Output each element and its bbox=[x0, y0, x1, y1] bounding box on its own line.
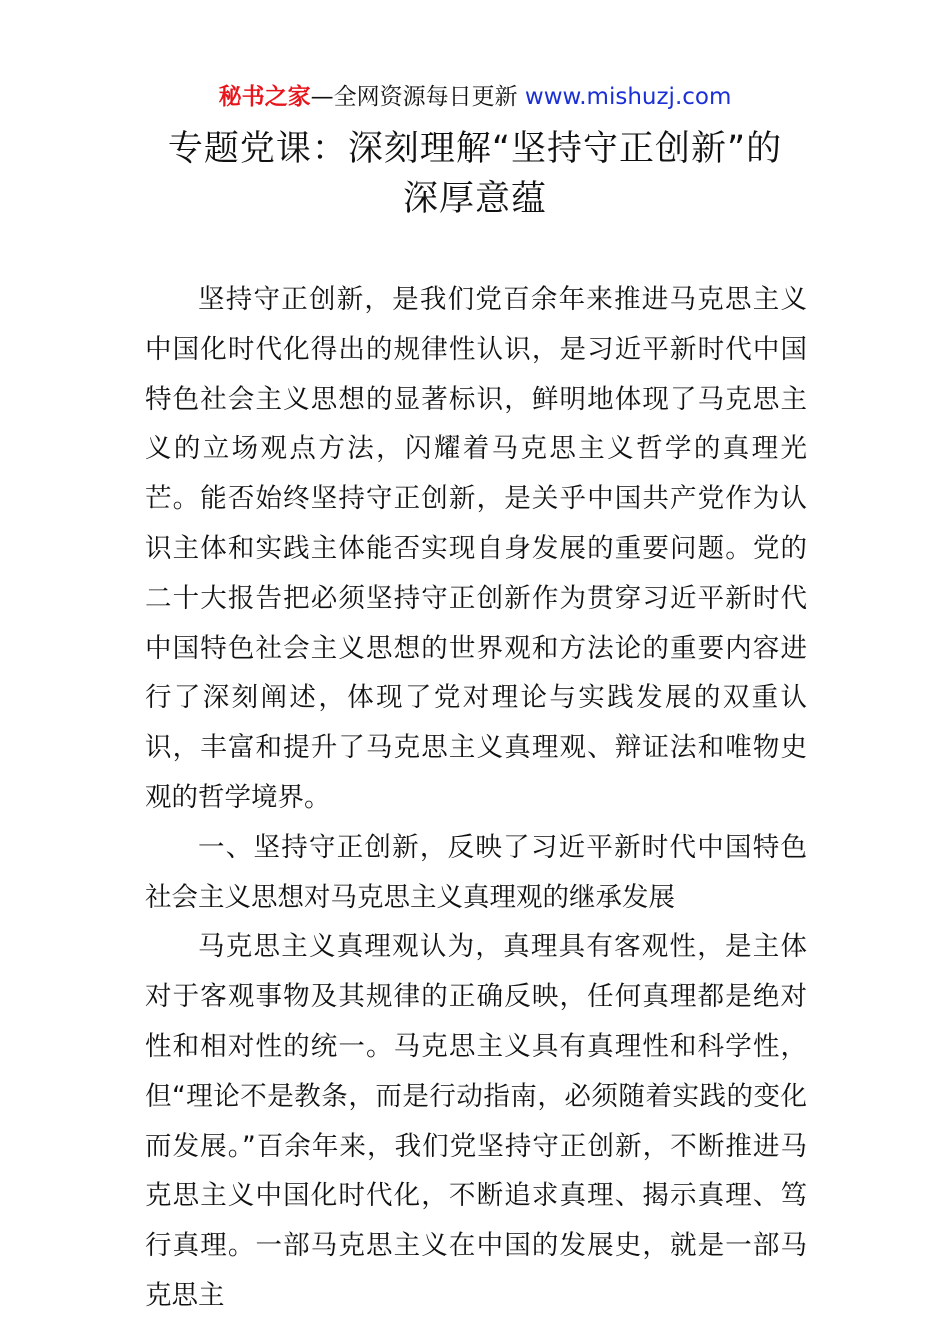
brand-name: 秘书之家 bbox=[218, 84, 311, 110]
site-url[interactable]: www.mishuzj.com bbox=[517, 84, 732, 110]
intro-paragraph: 坚持守正创新，是我们党百余年来推进马克思主义中国化时代化得出的规律性认识，是习近平新时代中国特色社会主义思想的显著标识，鲜明地体现了马克思主义的立场观点方法，闪耀着马克思主义哲学的真理光芒。能否始终坚持守正创新，是关乎中国共产党作为认识主体和实践主体能否实现自身发展的重要问题。党的二十大报告把必须坚持守正创新作为贯穿习近平新时代中国特色社会主义思想的世界观和方法论的重要内容进行了深刻阐述，体现了党对理论与实践发展的双重认识，丰富和提升了马克思主义真理观、辩证法和唯物史观的哲学境界。 bbox=[145, 284, 807, 813]
document-body bbox=[145, 275, 807, 1321]
section-heading-1: 一、坚持守正创新，反映了习近平新时代中国特色社会主义思想对马克思主义真理观的继承发展 bbox=[145, 831, 807, 913]
site-header bbox=[0, 80, 950, 114]
body-paragraph: 马克思主义真理观认为，真理具有客观性，是主体对于客观事物及其规律的正确反映，任何真理都是绝对性和相对性的统一。马克思主义具有真理性和科学性，但“理论不是教条，而是行动指南，必须随着实践的变化而发展。”百余年来，我们党坚持守正创新，不断推进马克思主义中国化时代化，不断追求真理、揭示真理、笃行真理。一部马克思主义在中国的发展史，就是一部马克思主 bbox=[145, 931, 807, 1311]
title-line-1: 专题党课：深刻理解“坚持守正创新”的 bbox=[167, 129, 783, 169]
title-line-2: 深厚意蕴 bbox=[402, 179, 547, 219]
document-title bbox=[0, 124, 950, 224]
header-tagline: —全网资源每日更新 bbox=[310, 84, 518, 110]
